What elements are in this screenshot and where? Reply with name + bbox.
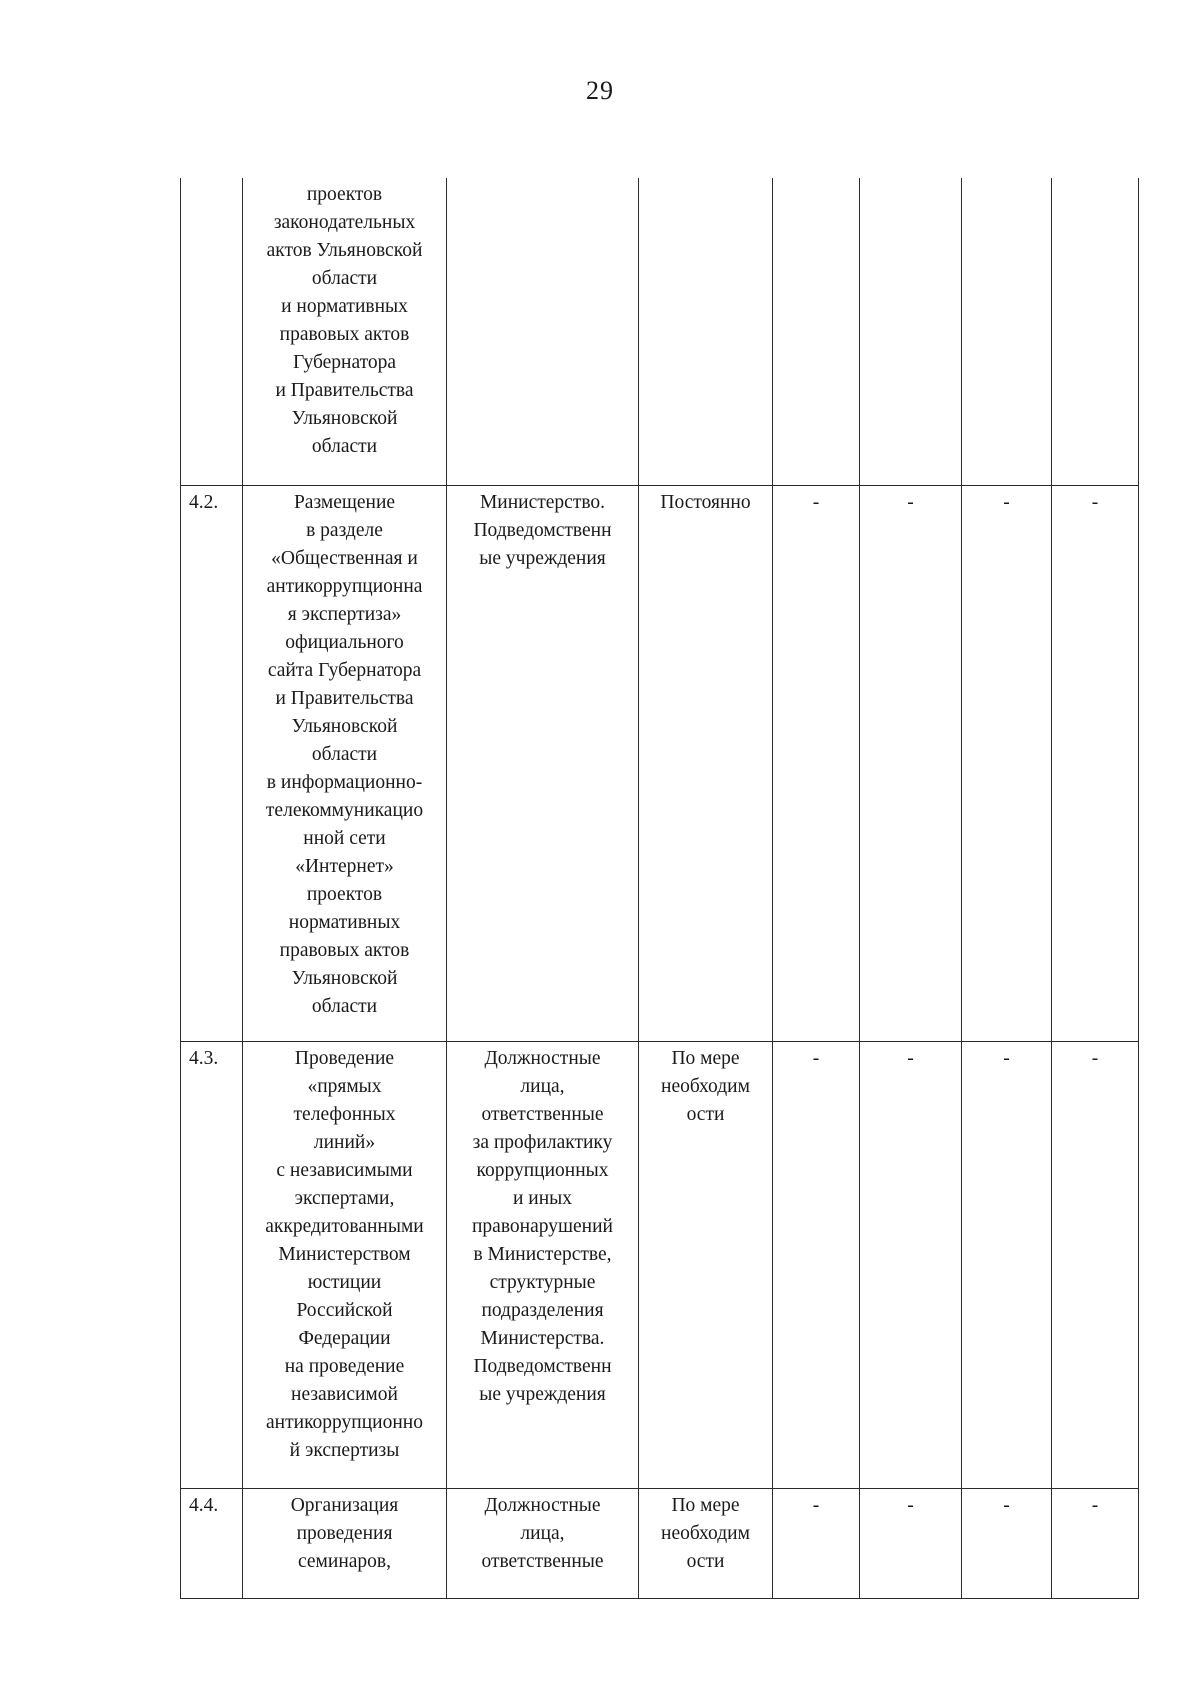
- term-text: По мере необходим ости: [661, 1495, 750, 1572]
- responsible-text: Министерство. Подведомственн ые учреждения: [473, 492, 612, 569]
- cell-num: 4.4.: [181, 1489, 243, 1599]
- term-text: Постоянно: [660, 492, 751, 513]
- table-row-4-4: [181, 1489, 1139, 1599]
- cell-action: [243, 486, 447, 1042]
- cell-responsible: [447, 486, 639, 1042]
- cell-c5: [773, 178, 860, 486]
- cell-c7: [962, 178, 1052, 486]
- cell-term: [639, 1042, 773, 1489]
- cell-c8: -: [1052, 1042, 1139, 1489]
- measures-table: [180, 178, 1139, 1599]
- cell-c6: -: [860, 486, 962, 1042]
- cell-c7: -: [962, 1489, 1052, 1599]
- term-text: По мере необходим ости: [661, 1048, 750, 1125]
- cell-c6: [860, 178, 962, 486]
- cell-num: [181, 178, 243, 486]
- cell-responsible: [447, 178, 639, 486]
- cell-c8: -: [1052, 1489, 1139, 1599]
- cell-action: [243, 178, 447, 486]
- table-row-4-3: [181, 1042, 1139, 1489]
- page-number: 29: [586, 76, 614, 105]
- cell-term: [639, 486, 773, 1042]
- action-text: Организация проведения семинаров,: [290, 1495, 399, 1572]
- cell-c5: -: [773, 486, 860, 1042]
- cell-action: [243, 1042, 447, 1489]
- cell-c7: -: [962, 1042, 1052, 1489]
- cell-responsible: [447, 1042, 639, 1489]
- cell-c5: -: [773, 1042, 860, 1489]
- responsible-text: Должностные лица, ответственные за профилактику коррупционных и иных правонарушений в Министерстве, структурные подразделения Министерства. Подведомственн ые учреждения: [472, 1048, 613, 1405]
- cell-num: 4.3.: [181, 1042, 243, 1489]
- cell-term: [639, 1489, 773, 1599]
- cell-responsible: [447, 1489, 639, 1599]
- action-text: Проведение «прямых телефонных линий» с независимыми экспертами, аккредитованными Министерством юстиции Российской Федерации на проведение независимой антикоррупционно й экспертизы: [265, 1048, 424, 1461]
- cell-num: 4.2.: [181, 486, 243, 1042]
- cell-c6: -: [860, 1489, 962, 1599]
- cell-c6: -: [860, 1042, 962, 1489]
- cell-c7: -: [962, 486, 1052, 1042]
- cell-c8: [1052, 178, 1139, 486]
- cell-c8: -: [1052, 486, 1139, 1042]
- action-text: Размещение в разделе «Общественная и антикоррупционна я экспертиза» официального сайта Губернатора и Правительства Ульяновской области в информационно- телекоммуникацио нной сети «Интернет» проектов нормативных правовых актов Ульяновской области: [265, 492, 424, 1017]
- cell-term: [639, 178, 773, 486]
- cell-c5: -: [773, 1489, 860, 1599]
- continuation-action-text: проектов законодательных актов Ульяновской области и нормативных правовых актов Губернатора и Правительства Ульяновской области: [266, 184, 423, 457]
- responsible-text: Должностные лица, ответственные: [481, 1495, 604, 1572]
- cell-action: [243, 1489, 447, 1599]
- table-row-4-2: [181, 486, 1139, 1042]
- table-row-continuation: [181, 178, 1139, 486]
